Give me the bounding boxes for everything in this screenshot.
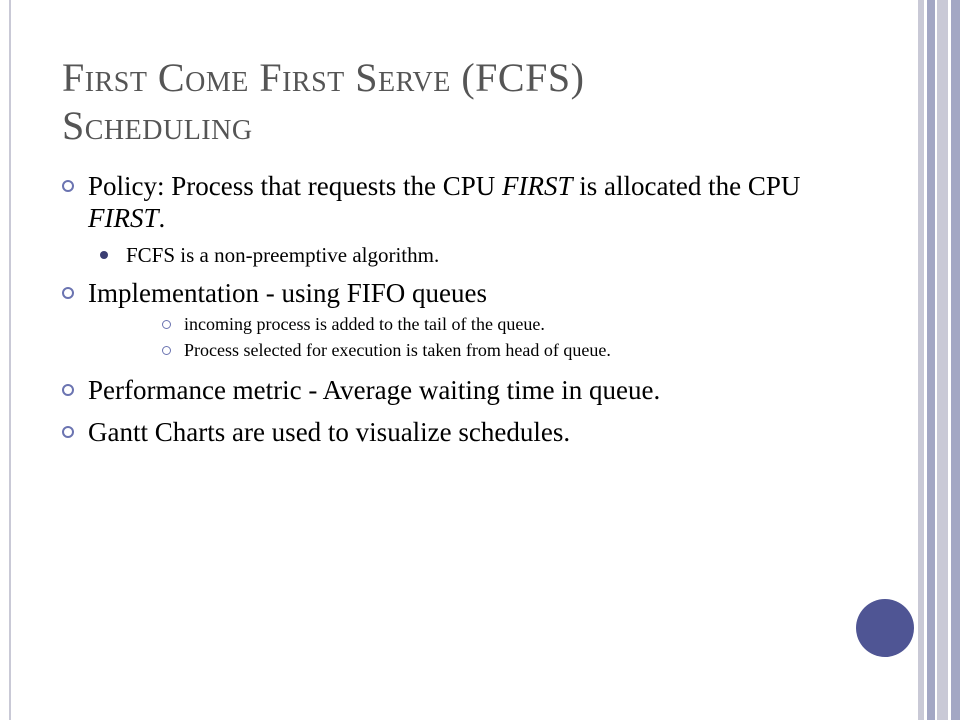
bullet-text: is allocated the CPU: [572, 171, 801, 201]
bullet-circle-icon: [62, 426, 74, 438]
sub-bullet-text: FCFS is a non-preemptive algorithm.: [126, 243, 440, 267]
bullet-emphasis: FIRST: [501, 171, 573, 201]
right-decorative-band: [927, 0, 935, 720]
left-border-line: [9, 0, 11, 720]
bullet-text: Implementation - using FIFO queues: [88, 278, 487, 308]
bullet-ring-icon: [162, 346, 171, 355]
bullet-policy: [62, 170, 862, 234]
right-decorative-band: [937, 0, 948, 720]
bullet-circle-icon: [62, 384, 74, 396]
bullet-circle-icon: [62, 180, 74, 192]
title-line-2: Scheduling: [62, 103, 253, 148]
right-decorative-band: [951, 0, 960, 720]
sub-bullet-text: Process selected for execution is taken from head of queue.: [184, 340, 611, 360]
bullet-text: Performance metric - Average waiting time in queue.: [88, 375, 661, 405]
bullet-emphasis: FIRST: [88, 203, 159, 233]
sub-bullet-tail: [62, 314, 862, 335]
slide-body: [62, 170, 862, 448]
slide-title: [62, 54, 882, 150]
sub-bullet-text: incoming process is added to the tail of the queue.: [184, 314, 545, 334]
bullet-ring-icon: [162, 320, 171, 329]
title-line-1: First Come First Serve (FCFS): [62, 55, 585, 100]
bullet-dot-icon: [100, 251, 108, 259]
bullet-text: .: [158, 203, 166, 233]
bullet-circle-icon: [62, 287, 74, 299]
sub-bullet-head: [62, 340, 862, 361]
bullet-implementation: [62, 277, 862, 309]
bullet-text: Policy: Process that requests the CPU: [88, 171, 502, 201]
bullet-performance: [62, 374, 862, 406]
bullet-gantt: [62, 416, 862, 448]
decorative-circle: [856, 599, 914, 657]
sub-bullet-non-preemptive: [62, 242, 862, 268]
bullet-text: Gantt Charts are used to visualize schedules.: [88, 417, 571, 447]
